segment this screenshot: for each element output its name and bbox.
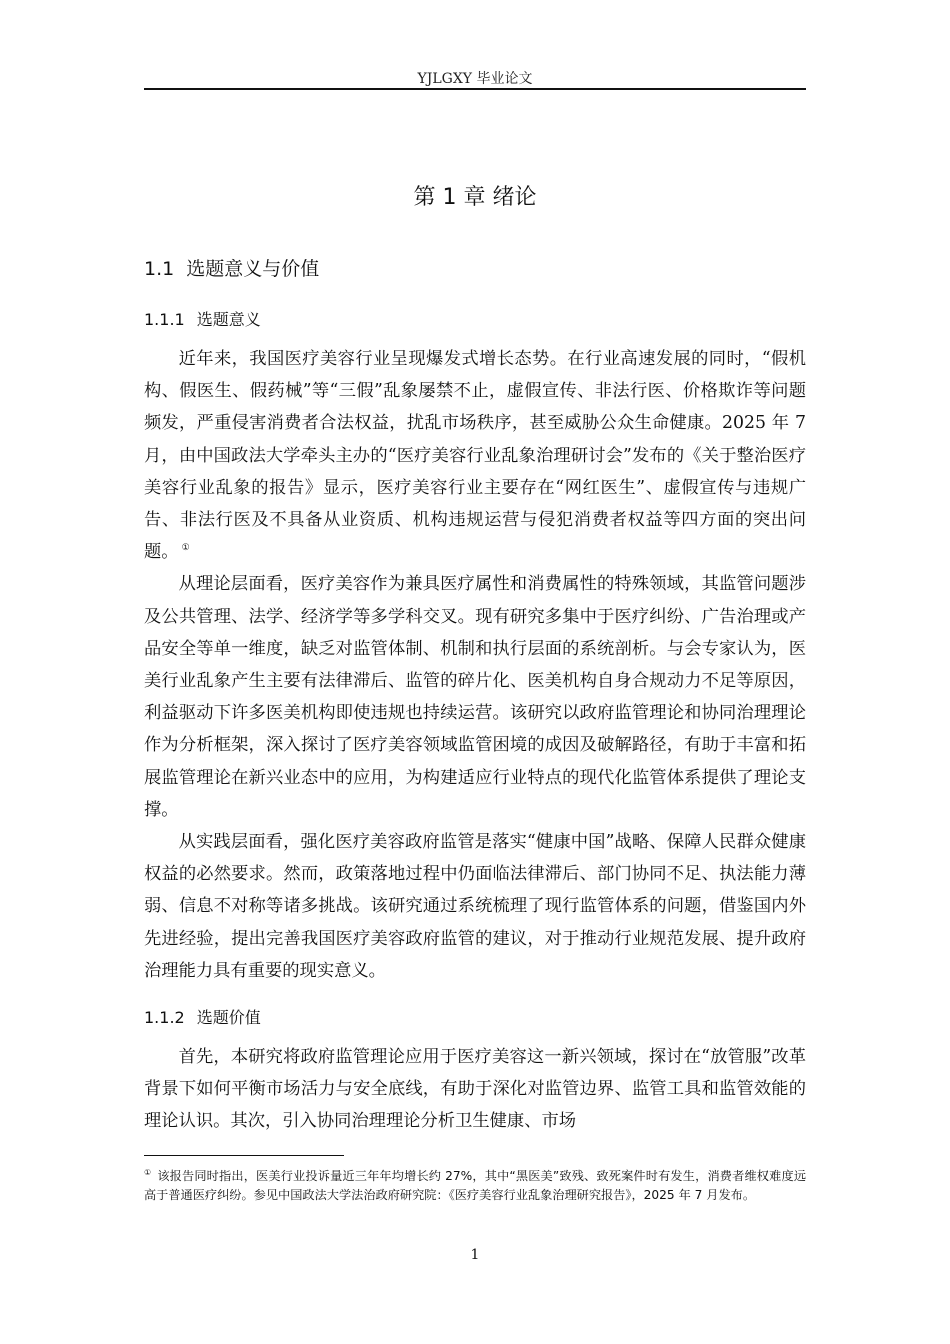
body-text-section-2	[144, 1041, 806, 1138]
section-number: 1.1	[144, 258, 175, 280]
subsection-number: 1.1.1	[144, 310, 185, 329]
paragraph: 从理论层面看，医疗美容作为兼具医疗属性和消费属性的特殊领域，其监管问题涉及公共管理、法学、经济学等多学科交叉。现有研究多集中于医疗纠纷、广告治理或产品安全等单一维度，缺乏对监管体制、机制和执行层面的系统剖析。与会专家认为，医美行业乱象产生主要有法律滞后、监管的碎片化、医美机构自身合规动力不足等原因，利益驱动下许多医美机构即使违规也持续运营。该研究以政府监管理论和协同治理理论作为分析框架，深入探讨了医疗美容领域监管困境的成因及破解路径，有助于丰富和拓展监管理论在新兴业态中的应用，为构建适应行业特点的现代化监管体系提供了理论支撑。	[144, 574, 806, 820]
chapter-title: 第 1 章 绪论	[413, 185, 537, 210]
subsection-heading	[144, 307, 261, 330]
running-header: YJLGXY 毕业论文	[417, 71, 533, 87]
page-number: 1	[470, 1247, 480, 1263]
subsection-number: 1.1.2	[144, 1008, 185, 1027]
body-text-section-1	[144, 343, 806, 987]
subsection-heading	[144, 1005, 261, 1028]
paragraph: 从实践层面看，强化医疗美容政府监管是落实“健康中国”战略、保障人民群众健康权益的必然要求。然而，政策落地过程中仍面临法律滞后、部门协同不足、执法能力薄弱、信息不对称等诸多挑战。该研究通过系统梳理了现行监管体系的问题，借鉴国内外先进经验，提出完善我国医疗美容政府监管的建议，对于推动行业规范发展、提升政府治理能力具有重要的现实意义。	[144, 832, 806, 981]
header-divider	[144, 88, 806, 90]
footnote-reference[interactable]: ①	[181, 543, 190, 554]
footnote-divider	[144, 1155, 344, 1156]
footnote-text: 该报告同时指出，医美行业投诉量近三年年均增长约 27%，其中“黑医美”致残、致死案件时有发生，消费者维权难度远高于普通医疗纠纷。参见中国政法大学法治政府研究院：《医疗美容行业乱象治理研究报告》，2025 年 7 月发布。	[144, 1169, 807, 1202]
section-heading	[144, 254, 319, 281]
footnote	[144, 1167, 806, 1205]
paragraph-text: 近年来，我国医疗美容行业呈现爆发式增长态势。在行业高速发展的同时，“假机构、假医生、假药械”等“三假”乱象屡禁不止，虚假宣传、非法行医、价格欺诈等问题频发，严重侵害消费者合法权益，扰乱市场秩序，甚至威胁公众生命健康。2025 年 7 月，由中国政法大学牵头主办的“医疗美容行业乱象治理研讨会”发布的《关于整治医疗美容行业乱象的报告》显示，医疗美容行业主要存在“网红医生”、虚假宣传与违规广告、非法行医及不具备从业资质、机构违规运营与侵犯消费者权益等四方面的突出问题。	[144, 349, 806, 563]
subsection-title: 选题意义	[196, 310, 261, 329]
section-title: 选题意义与价值	[186, 258, 320, 280]
paragraph	[144, 343, 806, 568]
footnote-marker: ①	[144, 1167, 152, 1177]
paragraph: 首先，本研究将政府监管理论应用于医疗美容这一新兴领域，探讨在“放管服”改革背景下如何平衡市场活力与安全底线，有助于深化对监管边界、监管工具和监管效能的理论认识。其次，引入协同治理理论分析卫生健康、市场	[144, 1047, 806, 1132]
subsection-title: 选题价值	[196, 1008, 261, 1027]
